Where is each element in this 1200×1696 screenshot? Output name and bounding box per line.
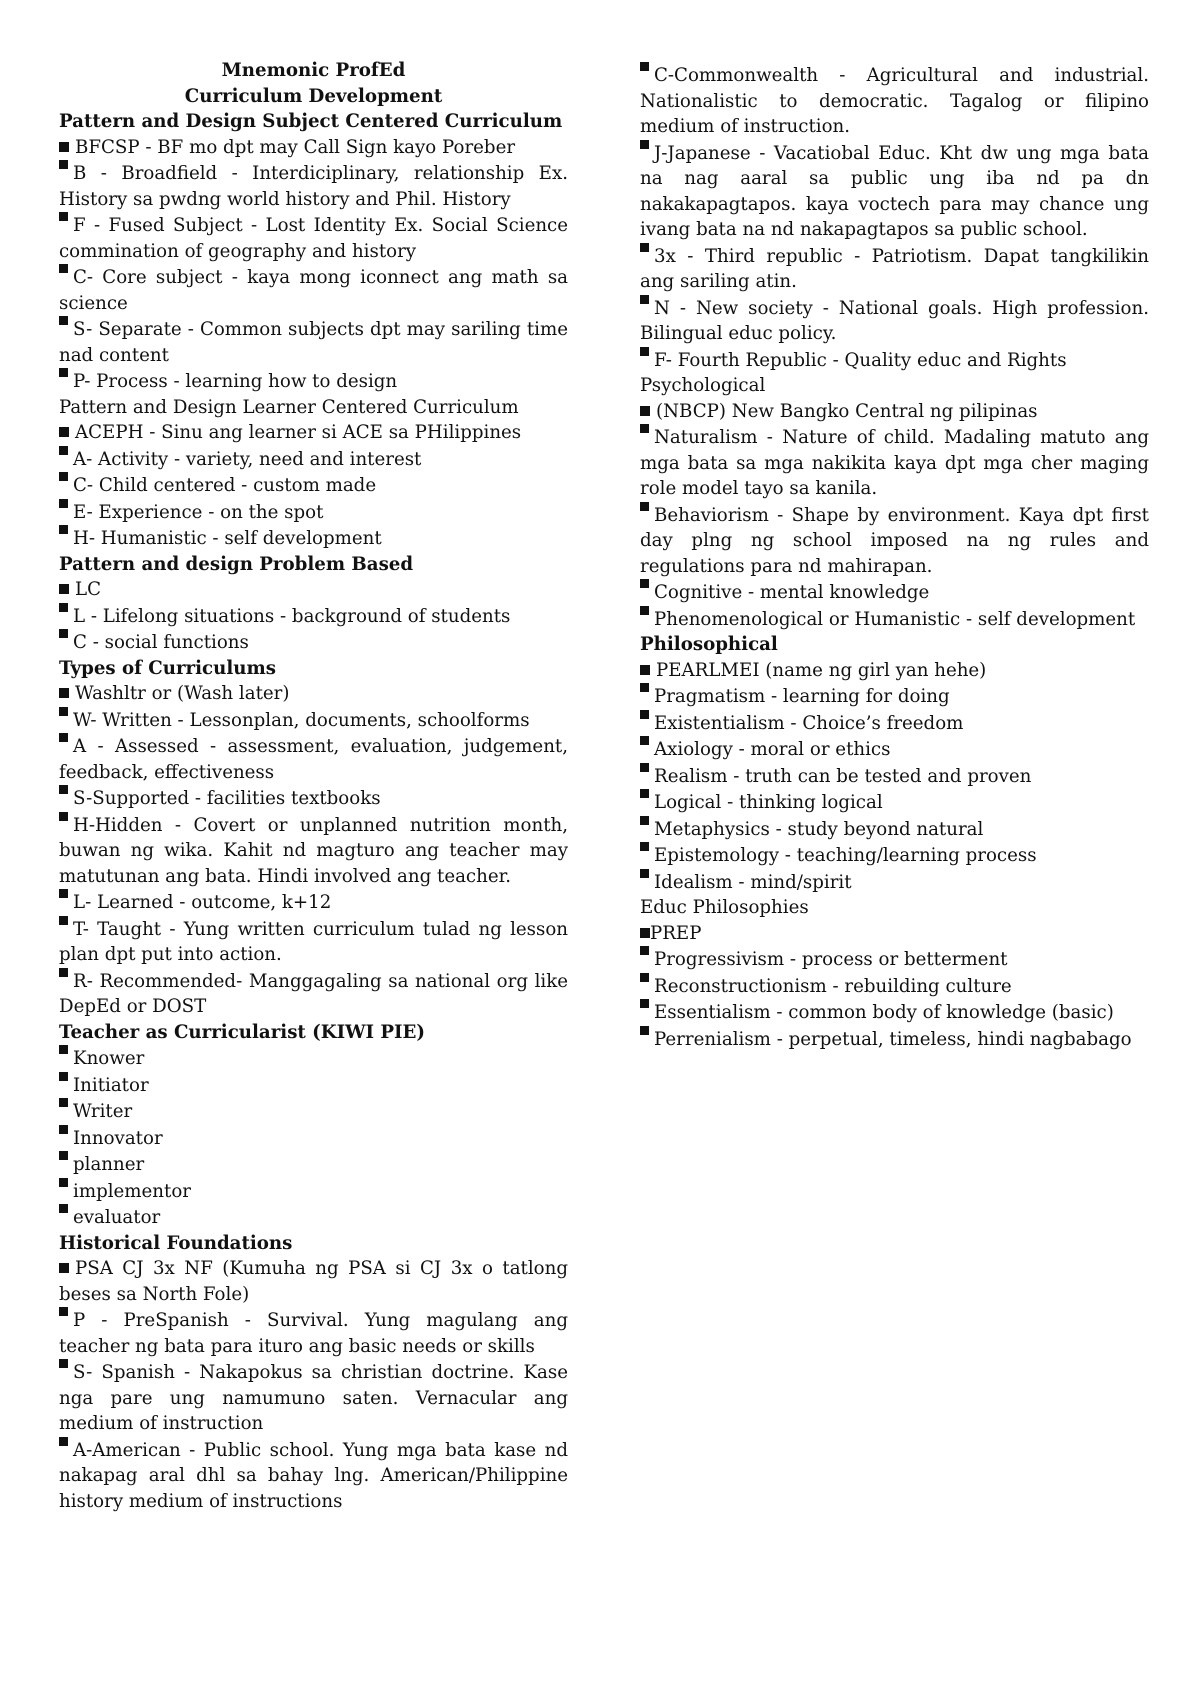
list-item bbox=[59, 499, 568, 526]
list-item bbox=[640, 816, 1149, 843]
list-item bbox=[640, 347, 1149, 374]
list-item bbox=[59, 1307, 568, 1359]
item-text: S-Supported - facilities textbooks bbox=[73, 788, 381, 809]
list-item bbox=[640, 736, 1149, 763]
item-text: T- Taught - Yung written curriculum tulad ng lesson plan dpt put into action. bbox=[59, 918, 568, 965]
list-item bbox=[640, 789, 1149, 816]
bullet-square-icon bbox=[59, 603, 68, 612]
list-item bbox=[59, 1204, 568, 1231]
bullet-square-icon bbox=[640, 579, 649, 588]
bullet-square-icon bbox=[640, 424, 649, 433]
list-item bbox=[59, 1125, 568, 1152]
list-item bbox=[640, 999, 1149, 1026]
bullet-square-icon bbox=[59, 1204, 68, 1213]
item-text: planner bbox=[73, 1154, 145, 1175]
item-text: H-Hidden - Covert or unplanned nutrition month, buwan ng wika. Kahit nd magturo ang teacher may matutunan ang bata. Hindi involved ang teacher. bbox=[59, 814, 568, 887]
bullet-square-icon bbox=[640, 736, 649, 745]
list-item bbox=[59, 1098, 568, 1125]
list-item bbox=[640, 763, 1149, 790]
list-item bbox=[59, 446, 568, 473]
bullet-square-icon bbox=[59, 629, 68, 638]
item-text: Realism - truth can be tested and proven bbox=[654, 765, 1032, 787]
bullet-square-icon bbox=[59, 916, 68, 925]
bullet-square-icon bbox=[59, 160, 68, 169]
list-item bbox=[59, 812, 568, 890]
item-text: ACEPH - Sinu ang learner si ACE sa PHilippines bbox=[75, 422, 522, 443]
item-text: Pragmatism - learning for doing bbox=[654, 686, 950, 707]
bullet-square-icon bbox=[59, 525, 68, 534]
list-item bbox=[640, 946, 1149, 973]
item-text: C- Core subject - kaya mong iconnect ang math sa science bbox=[59, 267, 568, 314]
item-text: Metaphysics - study beyond natural bbox=[654, 818, 984, 840]
list-item bbox=[640, 579, 1149, 606]
document-subtitle: Curriculum Development bbox=[184, 85, 443, 107]
right-content bbox=[640, 62, 1149, 1052]
item-text: BFCSP - BF mo dpt may Call Sign kayo Poreber bbox=[75, 136, 516, 158]
section-heading: Types of Curriculums bbox=[59, 657, 276, 679]
mnemonic-item bbox=[59, 420, 568, 446]
item-text: Phenomenological or Humanistic - self development bbox=[654, 608, 1136, 630]
item-text: Cognitive - mental knowledge bbox=[654, 582, 930, 603]
list-item bbox=[59, 968, 568, 1020]
item-text: Writer bbox=[73, 1101, 133, 1122]
bullet-square-icon bbox=[59, 368, 68, 377]
section-label: Psychological bbox=[640, 375, 766, 396]
bullet-square-icon bbox=[640, 946, 649, 955]
mnemonic-item bbox=[640, 399, 1149, 425]
item-text: Washltr or (Wash later) bbox=[75, 683, 290, 704]
bullet-square-icon bbox=[640, 683, 649, 692]
item-text: Reconstructionism - rebuilding culture bbox=[654, 975, 1012, 997]
section-label: Educ Philosophies bbox=[640, 897, 809, 918]
list-item bbox=[59, 160, 568, 212]
right-column bbox=[640, 62, 1149, 1052]
list-item bbox=[59, 1359, 568, 1437]
list-item bbox=[59, 368, 568, 395]
item-text: C-Commonwealth - Agricultural and industrial. Nationalistic to democratic. Tagalog or filipino medium of instruction. bbox=[640, 65, 1149, 137]
item-text: W- Written - Lessonplan, documents, schoolforms bbox=[73, 709, 530, 731]
item-text: LC bbox=[75, 579, 101, 600]
bullet-square-icon bbox=[640, 999, 649, 1008]
list-item bbox=[59, 316, 568, 368]
item-text: (NBCP) New Bangko Central ng pilipinas bbox=[656, 400, 1038, 422]
bullet-square-icon bbox=[640, 347, 649, 356]
item-text: B - Broadfield - Interdiciplinary, relationship Ex. History sa pwdng world history and Phil. History bbox=[59, 163, 568, 210]
section-heading: Teacher as Curricularist (KIWI PIE) bbox=[59, 1021, 426, 1043]
item-text: Innovator bbox=[73, 1127, 163, 1149]
item-text: F- Fourth Republic - Quality educ and Rights bbox=[654, 349, 1067, 371]
list-item bbox=[640, 295, 1149, 347]
item-text: Behaviorism - Shape by environment. Kaya dpt first day plng ng school imposed na ng rules and regulations para nd mahirapan. bbox=[640, 504, 1149, 577]
list-item bbox=[59, 629, 568, 656]
list-item bbox=[640, 606, 1149, 633]
bullet-square-icon bbox=[59, 427, 69, 437]
item-text: S- Spanish - Nakapokus sa christian doctrine. Kase nga pare ung namumuno saten. Vernacular ang medium of instruction bbox=[59, 1362, 568, 1434]
list-item bbox=[640, 243, 1149, 295]
list-item bbox=[59, 525, 568, 552]
list-item bbox=[640, 1026, 1149, 1053]
bullet-square-icon bbox=[640, 1026, 649, 1035]
bullet-square-icon bbox=[59, 968, 68, 977]
list-item bbox=[640, 424, 1149, 502]
list-item bbox=[59, 889, 568, 916]
item-text: PSA CJ 3x NF (Kumuha ng PSA si CJ 3x o tatlong beses sa North Fole) bbox=[59, 1258, 568, 1305]
bullet-square-icon bbox=[640, 842, 649, 851]
bullet-square-icon bbox=[59, 1151, 68, 1160]
list-item bbox=[59, 733, 568, 785]
item-text: C- Child centered - custom made bbox=[73, 475, 377, 496]
item-text: implementor bbox=[73, 1180, 191, 1202]
item-text: R- Recommended- Manggagaling sa national org like DepEd or DOST bbox=[59, 970, 568, 1017]
item-text: A - Assessed - assessment, evaluation, judgement, feedback, effectiveness bbox=[59, 736, 568, 783]
list-item bbox=[59, 1151, 568, 1178]
item-text: Essentialism - common body of knowledge (basic) bbox=[654, 1002, 1114, 1023]
list-item bbox=[59, 264, 568, 316]
list-item bbox=[640, 140, 1149, 243]
bullet-square-icon bbox=[59, 584, 69, 594]
section-heading: Historical Foundations bbox=[59, 1232, 293, 1254]
bullet-square-icon bbox=[59, 499, 68, 508]
item-text: evaluator bbox=[73, 1207, 161, 1228]
item-text: PEARLMEI (name ng girl yan hehe) bbox=[656, 659, 987, 681]
list-item bbox=[59, 472, 568, 499]
list-item bbox=[59, 1437, 568, 1515]
section-heading: Pattern and Design Subject Centered Curriculum bbox=[59, 111, 563, 132]
item-text: Logical - thinking logical bbox=[654, 792, 883, 813]
list-item bbox=[59, 785, 568, 812]
item-text: H- Humanistic - self development bbox=[73, 528, 382, 549]
section-label: Pattern and Design Learner Centered Curriculum bbox=[59, 396, 519, 418]
bullet-square-icon bbox=[59, 889, 68, 898]
bullet-square-icon bbox=[59, 316, 68, 325]
left-column bbox=[59, 58, 568, 1514]
left-content bbox=[59, 109, 568, 1514]
item-text: Progressivism - process or betterment bbox=[654, 949, 1008, 970]
bullet-square-icon bbox=[59, 1263, 69, 1273]
bullet-square-icon bbox=[59, 212, 68, 221]
list-item bbox=[59, 1178, 568, 1205]
bullet-square-icon bbox=[59, 1125, 68, 1134]
bullet-square-icon bbox=[59, 1072, 68, 1081]
item-text: 3x - Third republic - Patriotism. Dapat tangkilikin ang sariling atin. bbox=[640, 245, 1149, 292]
bullet-square-icon bbox=[640, 928, 650, 938]
mnemonic-item bbox=[640, 658, 1149, 684]
bullet-square-icon bbox=[59, 446, 68, 455]
bullet-square-icon bbox=[640, 243, 649, 252]
bullet-square-icon bbox=[640, 710, 649, 719]
bullet-square-icon bbox=[640, 789, 649, 798]
item-text: L - Lifelong situations - background of students bbox=[73, 605, 511, 627]
list-item bbox=[640, 502, 1149, 580]
bullet-square-icon bbox=[59, 785, 68, 794]
bullet-square-icon bbox=[59, 1307, 68, 1316]
list-item bbox=[640, 973, 1149, 1000]
list-item bbox=[59, 707, 568, 734]
bullet-square-icon bbox=[640, 62, 649, 71]
item-text: Idealism - mind/spirit bbox=[654, 871, 852, 893]
bullet-square-icon bbox=[59, 1178, 68, 1187]
document-title: Mnemonic ProfEd bbox=[221, 60, 406, 81]
mnemonic-item bbox=[59, 1256, 568, 1307]
bullet-square-icon bbox=[640, 606, 649, 615]
item-text: Epistemology - teaching/learning process bbox=[654, 845, 1037, 866]
list-item bbox=[640, 710, 1149, 737]
section-heading: Philosophical bbox=[640, 634, 778, 655]
bullet-square-icon bbox=[59, 1098, 68, 1107]
item-text: Initiator bbox=[73, 1074, 149, 1096]
item-text: Perrenialism - perpetual, timeless, hindi nagbabago bbox=[654, 1028, 1132, 1050]
bullet-square-icon bbox=[640, 140, 649, 149]
mnemonic-item bbox=[59, 135, 568, 161]
item-text: P- Process - learning how to design bbox=[73, 371, 398, 392]
bullet-square-icon bbox=[59, 264, 68, 273]
list-item bbox=[59, 916, 568, 968]
section-heading: Pattern and design Problem Based bbox=[59, 553, 414, 575]
list-item bbox=[59, 1072, 568, 1099]
list-item bbox=[640, 62, 1149, 140]
bullet-square-icon bbox=[59, 812, 68, 821]
item-text: J-Japanese - Vacatiobal Educ. Kht dw ung mga bata na nag aaral sa public ung iba nd pa dn nakakapagtapos. kaya voctech para may chance ung ivang bata na nd nakapagtapos sa public school. bbox=[640, 142, 1149, 240]
item-text: L- Learned - outcome, k+12 bbox=[73, 892, 332, 913]
list-item bbox=[640, 842, 1149, 869]
list-item bbox=[59, 603, 568, 630]
item-text: Existentialism - Choice’s freedom bbox=[654, 712, 964, 734]
mnemonic-item bbox=[59, 577, 568, 603]
mnemonic-item bbox=[59, 681, 568, 707]
bullet-square-icon bbox=[640, 295, 649, 304]
bullet-square-icon bbox=[59, 707, 68, 716]
item-text: A-American - Public school. Yung mga bata kase nd nakapag aral dhl sa bahay lng. American/Philippine history medium of instructions bbox=[59, 1439, 568, 1512]
bullet-square-icon bbox=[640, 502, 649, 511]
list-item bbox=[640, 683, 1149, 710]
bullet-square-icon bbox=[59, 1437, 68, 1446]
bullet-square-icon bbox=[640, 763, 649, 772]
mnemonic-item bbox=[640, 921, 1149, 947]
list-item bbox=[59, 1045, 568, 1072]
item-text: Axiology - moral or ethics bbox=[654, 739, 891, 760]
item-text: Naturalism - Nature of child. Madaling matuto ang mga bata sa mga nakikita kaya dpt mga cher maging role model tayo sa kanila. bbox=[640, 427, 1149, 499]
item-text: S- Separate - Common subjects dpt may sariling time nad content bbox=[59, 319, 568, 366]
bullet-square-icon bbox=[640, 973, 649, 982]
item-text: F - Fused Subject - Lost Identity Ex. Social Science commination of geography and history bbox=[59, 215, 568, 262]
bullet-square-icon bbox=[59, 1045, 68, 1054]
bullet-square-icon bbox=[59, 472, 68, 481]
bullet-square-icon bbox=[59, 733, 68, 742]
list-item bbox=[640, 869, 1149, 896]
item-text: N - New society - National goals. High profession. Bilingual educ policy. bbox=[640, 297, 1149, 344]
bullet-square-icon bbox=[59, 1359, 68, 1368]
item-text: PREP bbox=[650, 922, 702, 944]
bullet-square-icon bbox=[640, 665, 650, 675]
list-item bbox=[59, 212, 568, 264]
item-text: A- Activity - variety, need and interest bbox=[73, 448, 422, 470]
item-text: Knower bbox=[73, 1048, 145, 1069]
bullet-square-icon bbox=[640, 869, 649, 878]
bullet-square-icon bbox=[640, 406, 650, 416]
item-text: E- Experience - on the spot bbox=[73, 501, 324, 523]
item-text: C - social functions bbox=[73, 632, 249, 653]
bullet-square-icon bbox=[640, 816, 649, 825]
bullet-square-icon bbox=[59, 142, 69, 152]
bullet-square-icon bbox=[59, 688, 69, 698]
item-text: P - PreSpanish - Survival. Yung magulang ang teacher ng bata para ituro ang basic needs or skills bbox=[59, 1310, 568, 1357]
